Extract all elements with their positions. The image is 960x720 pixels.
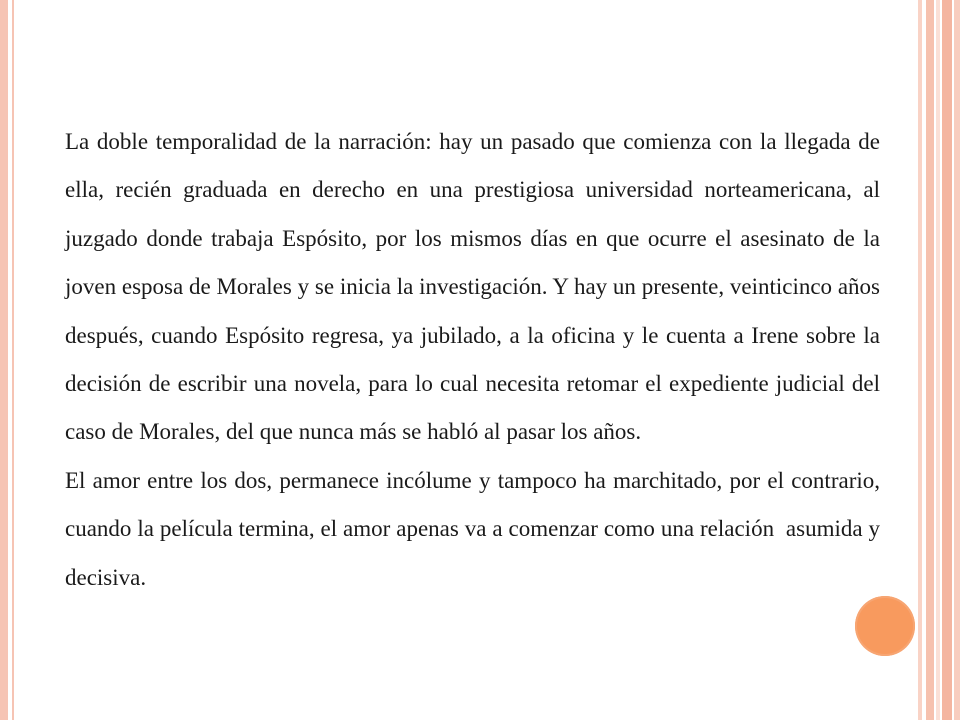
right-stripe bbox=[926, 0, 934, 720]
right-stripe bbox=[918, 0, 922, 720]
paragraph-narrative-timeline: La doble temporalidad de la narración: hay un pasado que comienza con la llegada de ella, recién graduada en derecho en una prestigiosa universidad norteamericana, al juzgado donde trabaja Espósito, por los mismos días en que ocurre el asesinato de la joven esposa de Morales y se inicia la investigación. Y hay un presente, veinticinco años después, cuando Espósito regresa, ya jubilado, a la oficina y le cuenta a Irene sobre la decisión de escribir una novela, para lo cual necesita retomar el expediente judicial del caso de Morales, del que nunca más se habló al pasar los años. bbox=[65, 129, 886, 445]
right-stripe bbox=[936, 0, 940, 720]
paragraph-love-story: El amor entre los dos, permanece incólume y tampoco ha marchitado, por el contrario, cuando la película termina, el amor apenas va a comenzar como una relación asumida y decisiva. bbox=[65, 467, 892, 590]
decorative-circle-icon bbox=[855, 596, 915, 656]
slide-body bbox=[65, 118, 892, 602]
right-stripe bbox=[942, 0, 952, 720]
left-border-inner bbox=[12, 0, 14, 720]
left-border-outer bbox=[0, 0, 8, 720]
right-stripe bbox=[954, 0, 960, 720]
